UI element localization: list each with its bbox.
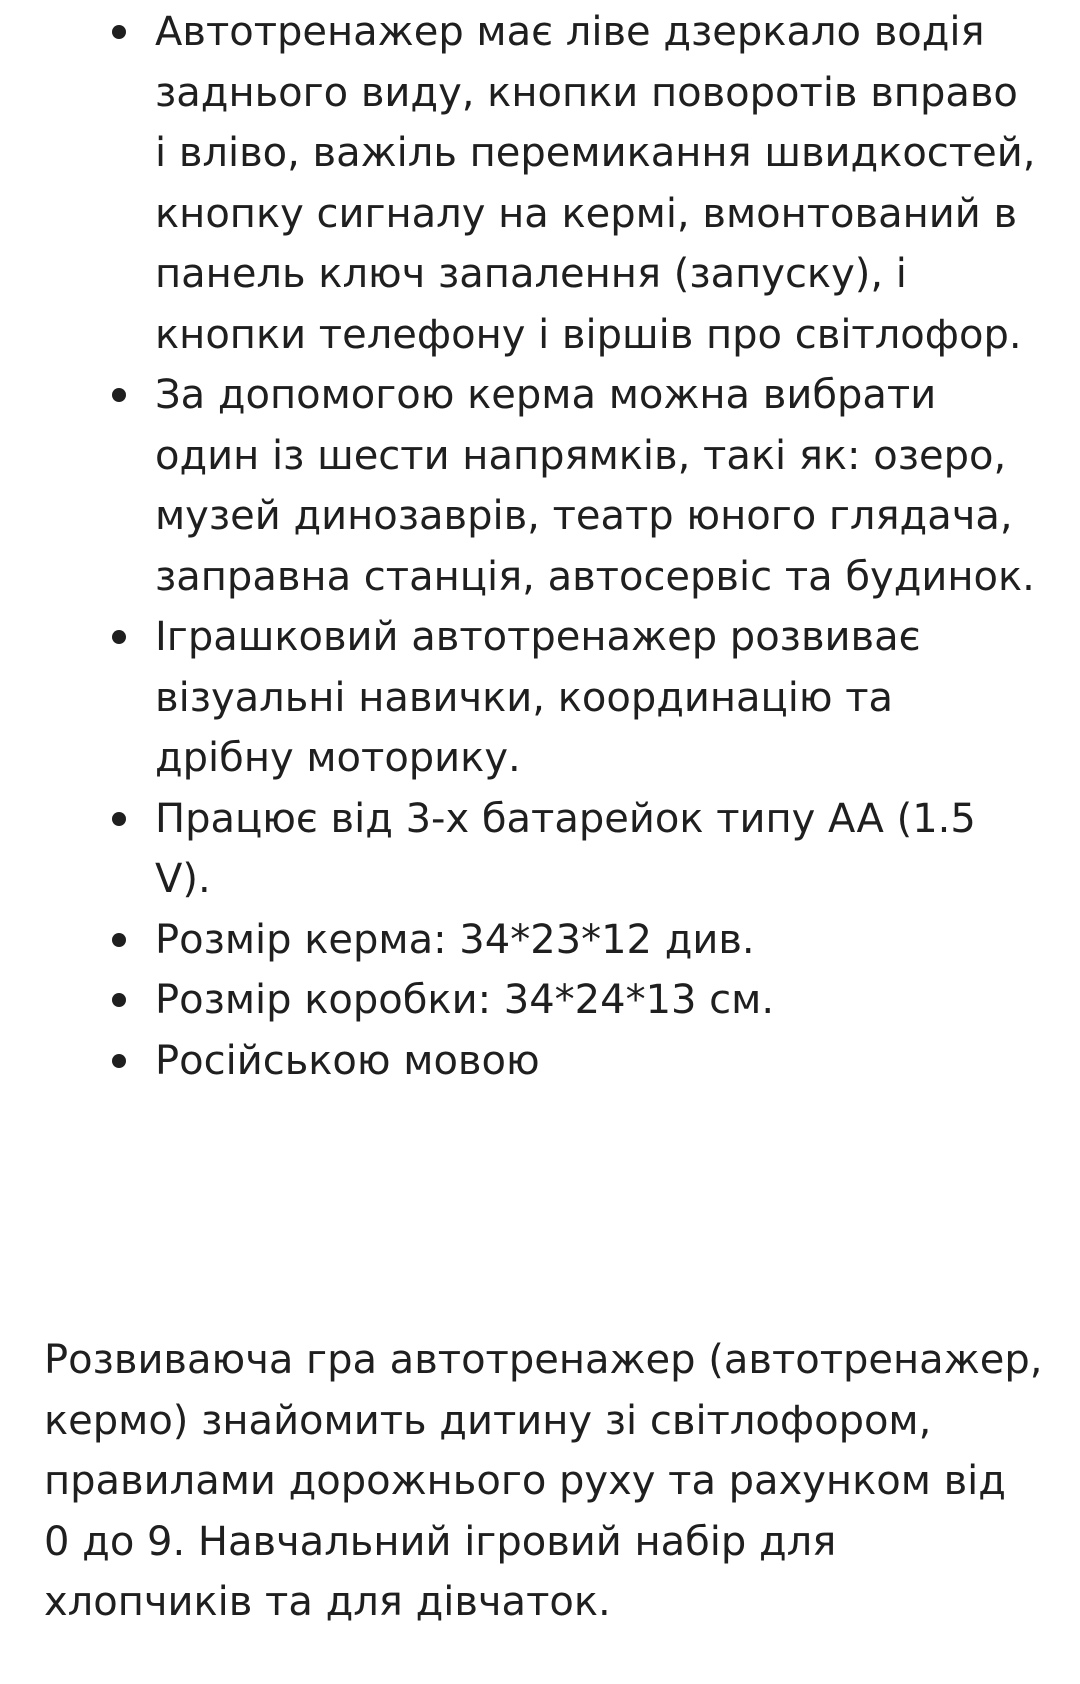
feature-item <box>0 1031 1080 1092</box>
bullet-icon <box>112 812 126 826</box>
product-description-paragraph: Розвиваюча гра автотренажер (автотренажер, кермо) знайомить дитину зі світлофором, правилами дорожнього руху та рахунком від 0 до 9. Навчальний ігровий набір для хлопчиків та для дівчаток. <box>44 1337 1043 1625</box>
feature-item <box>0 365 1080 607</box>
feature-text: Розмір керма: 34*23*12 див. <box>155 916 755 963</box>
bullet-icon <box>112 25 126 39</box>
feature-text: За допомогою керма можна вибрати один із шести напрямків, такі як: озеро, музей динозаврів, театр юного глядача, заправна станція, автосервіс та будинок. <box>155 372 1035 600</box>
bullet-icon <box>112 993 126 1007</box>
bullet-icon <box>112 630 126 644</box>
feature-text: Російською мовою <box>155 1037 540 1084</box>
bullet-icon <box>112 388 126 402</box>
feature-text: Розмір коробки: 34*24*13 см. <box>155 977 775 1023</box>
feature-item <box>0 910 1080 971</box>
feature-text: Іграшковий автотренажер розвиває візуальні навички, координацію та дрібну моторику. <box>155 614 921 781</box>
bullet-icon <box>112 933 126 947</box>
feature-text: Автотренажер має ліве дзеркало водія заднього виду, кнопки поворотів вправо і вліво, важіль перемикання швидкостей, кнопку сигналу на кермі, вмонтований в панель ключ запалення (запуску), і кнопки телефону і віршів про світлофор. <box>155 9 1036 358</box>
feature-item <box>0 970 1080 1031</box>
feature-item <box>0 789 1080 910</box>
feature-item <box>0 2 1080 365</box>
feature-item <box>0 607 1080 789</box>
bullet-icon <box>112 1054 126 1068</box>
feature-text: Працює від 3-х батарейок типу AA (1.5 V). <box>155 795 976 902</box>
